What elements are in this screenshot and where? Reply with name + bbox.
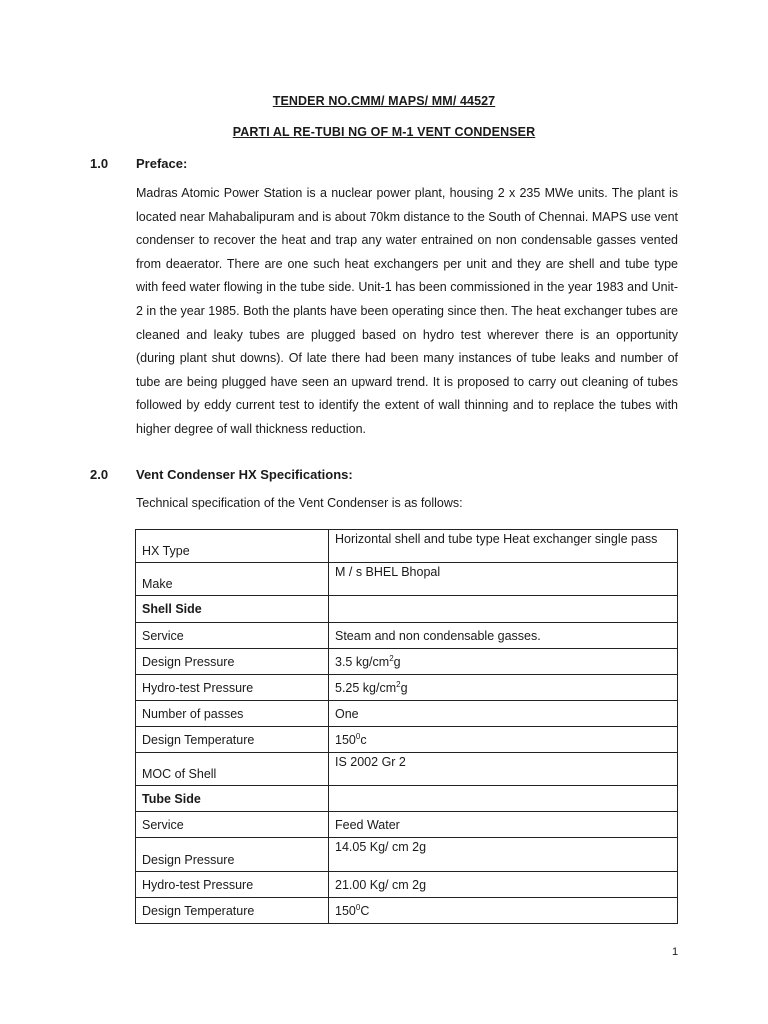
spec-value: Steam and non condensable gasses.: [329, 623, 678, 649]
table-row: [136, 898, 678, 924]
spec-value: $150^0C$: [329, 898, 678, 924]
spec-label: Make: [136, 563, 329, 596]
section-heading-preface: Preface:: [136, 156, 188, 171]
spec-value: 21.00 Kg/ cm 2g: [329, 872, 678, 898]
spec-label: MOC of Shell: [136, 753, 329, 786]
document-subject-title: PARTI AL RE-TUBI NG OF M-1 VENT CONDENSER: [232, 125, 536, 139]
specification-table: [135, 529, 678, 924]
spec-value: Feed Water: [329, 812, 678, 838]
spec-value: One: [329, 701, 678, 727]
spec-label: HX Type: [136, 530, 329, 563]
spec-label: Design Temperature: [136, 898, 329, 924]
table-row: [136, 812, 678, 838]
table-row: [136, 649, 678, 675]
spec-value: Horizontal shell and tube type Heat exchanger single pass: [329, 530, 678, 563]
spec-label: Design Pressure: [136, 838, 329, 872]
table-row: [136, 675, 678, 701]
spec-label: Service: [136, 812, 329, 838]
table-row: [136, 530, 678, 563]
spec-value: M / s BHEL Bhopal: [329, 563, 678, 596]
spec-label: Design Temperature: [136, 727, 329, 753]
table-row: [136, 727, 678, 753]
section-heading-specifications: Vent Condenser HX Specifications:: [136, 467, 353, 482]
page-number: 1: [672, 946, 679, 958]
spec-label: Hydro-test Pressure: [136, 675, 329, 701]
spec-value: [329, 596, 678, 623]
spec-label: Service: [136, 623, 329, 649]
spec-value: IS 2002 Gr 2: [329, 753, 678, 786]
section-subheading: Tube Side: [136, 786, 329, 812]
spec-value: 5.25 $kg/cm^2g$: [329, 675, 678, 701]
table-row: [136, 753, 678, 786]
specifications-intro: Technical specification of the Vent Condenser is as follows:: [136, 496, 463, 510]
table-row: [136, 701, 678, 727]
table-row: [136, 563, 678, 596]
spec-label: Number of passes: [136, 701, 329, 727]
section-number-2: 2.0: [90, 467, 109, 482]
spec-value: [329, 786, 678, 812]
spec-label: Design Pressure: [136, 649, 329, 675]
table-row-tube-side-header: [136, 786, 678, 812]
spec-value: 14.05 Kg/ cm 2g: [329, 838, 678, 872]
preface-paragraph: Madras Atomic Power Station is a nuclear power plant, housing 2 x 235 MWe units. The plant is located near Mahabalipuram and is about 70km distance to the South of Chennai. MAPS use vent condenser to recover the heat and trap any water entrained on non condensable gasses vented from deaerator. There are one such heat exchangers per unit and they are shell and tube type with feed water flowing in the tube side. Unit-1 has been commissioned in the year 1983 and Unit-2 in the year 1985. Both the plants have been operating since then. The heat exchanger tubes are cleaned and leaky tubes are plugged based on hydro test wherever there is an opportunity (during plant shut downs). Of late there had been many instances of tube leaks and number of tube are being plugged have seen an upward trend. It is proposed to carry out cleaning of tubes followed by eddy current test to identify the extent of wall thinning and to replace the tubes with higher degree of wall thickness reduction.: [136, 186, 678, 436]
tender-number-title: TENDER NO.CMM/ MAPS/ MM/ 44527: [272, 94, 496, 108]
table-row-shell-side-header: [136, 596, 678, 623]
table-row: [136, 872, 678, 898]
spec-label: Hydro-test Pressure: [136, 872, 329, 898]
table-row: [136, 838, 678, 872]
spec-value: $150^0c$: [329, 727, 678, 753]
table-row: [136, 623, 678, 649]
section-subheading: Shell Side: [136, 596, 329, 623]
section-number-1: 1.0: [90, 156, 109, 171]
spec-value: 3.5 $kg/cm^2g$: [329, 649, 678, 675]
